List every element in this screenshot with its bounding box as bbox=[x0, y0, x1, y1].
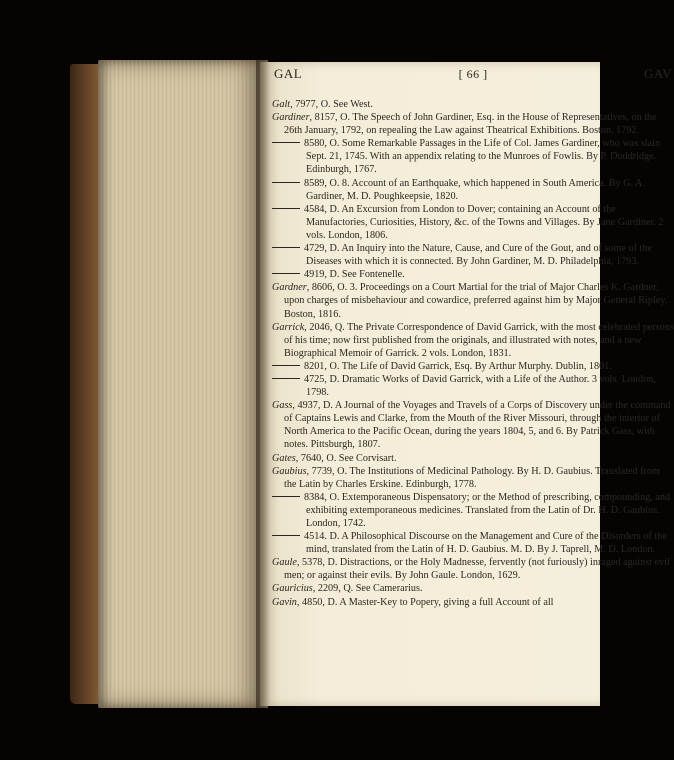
entry: Gardner, 8606, O. 3. Proceedings on a Court Martial for the trial of Major Charles K. Gardner, upon charges of misbehaviour and cowardice, preferred against him by Major General Ripley. Boston, 1816. bbox=[272, 282, 668, 320]
entry: Gates, 7640, O. See Corvisart. bbox=[272, 452, 397, 464]
entry: 4725, D. Dramatic Works of David Garrick, with a Life of the Author. 3 vols. London, 1798. bbox=[272, 373, 674, 399]
entry: Gauricius, 2209, Q. See Camerarius. bbox=[272, 583, 423, 595]
entry: 4729, D. An Inquiry into the Nature, Cause, and Cure of the Gout, and of some of the Diseases with which it is connected. By John Gardiner, M. D. Philadelphia, 1793. bbox=[272, 242, 674, 268]
page-content bbox=[272, 66, 674, 609]
entry: 4514. D. A Philosophical Discourse on the Management and Cure of the Disorders of the mind, translated from the Latin of H. D. Gaubius. M. D. By J. Taprell, M. D. London. bbox=[272, 530, 674, 556]
book-page bbox=[260, 62, 674, 706]
entry: Galt, 7977, O. See West. bbox=[272, 99, 373, 110]
entry: 8589, O. 8. Account of an Earthquake, which happened in South America. By G. A. Gardiner, M. D. Poughkeepsie, 1820. bbox=[272, 177, 674, 203]
entry: Gaule, 5378, D. Distractions, or the Holy Madnesse, fervently (not furiously) inraged against evil men; or against their evils. By John Gaule. London, 1629. bbox=[272, 557, 670, 582]
header-right: GAV bbox=[644, 66, 672, 81]
entry: 8384, O. Extemporaneous Dispensatory; or the Method of prescribing, compounding, and exhibiting extemporaneous medicines. Translated from the Latin of Dr. H. D. Gaubius. London, 1742. bbox=[272, 491, 674, 530]
entry: Garrick, 2046, Q. The Private Correspondence of David Garrick, with the most celebrated persons of his time; now first published from the originals, and illustrated with notes, and a new Biographical Memoir of Garrick. 2 vols. London, 1831. bbox=[272, 321, 674, 359]
entry: 4584, D. An Excursion from London to Dover; containing an Account of the Manufactories, Curiosities, History, &c. of the Towns and Villages. By Jane Gardiner. 2 vols. London, 1806. bbox=[272, 203, 674, 242]
entry: Gardiner, 8157, O. The Speech of John Gardiner, Esq. in the House of Representatives, on the 26th January, 1792, on repealing the Law against Theatrical Exhibitions. Boston, 1792. bbox=[272, 112, 657, 137]
book bbox=[70, 60, 674, 710]
entry: Gass, 4937, D. A Journal of the Voyages and Travels of a Corps of Discovery under the command of Captains Lewis and Clarke, from the Mouth of the River Missouri, through the interior of North America to the Pacific Ocean, during the years 1804, 5, and 6. By Patrick Gass, with notes. Pittsburgh, 1807. bbox=[272, 400, 671, 451]
header-left: GAL bbox=[274, 66, 303, 81]
entry-list bbox=[272, 98, 674, 609]
entry: Gavin, 4850, D. A Master-Key to Popery, giving a full Account of all bbox=[272, 596, 554, 608]
entry: 8201, O. The Life of David Garrick, Esq. By Arthur Murphy. Dublin, 1801. bbox=[272, 360, 674, 373]
gutter-shadow bbox=[256, 60, 270, 708]
entry: 4919, D. See Fontenelle. bbox=[272, 268, 674, 281]
running-header bbox=[272, 66, 674, 90]
entry: Gaubius, 7739, O. The Institutions of Medicinal Pathology. By H. D. Gaubius. Translated from the Latin by Charles Erskine. Edinburgh, 1778. bbox=[272, 465, 660, 490]
page-edges bbox=[98, 60, 268, 708]
entry: 8580, O. Some Remarkable Passages in the Life of Col. James Gardiner, who was slain Sept. 21, 1745. With an appendix relating to the Munroes of Fowlis. By P. Doddridge. Edinburgh, 1767. bbox=[272, 137, 674, 176]
page-number: [ 66 ] bbox=[458, 67, 488, 81]
